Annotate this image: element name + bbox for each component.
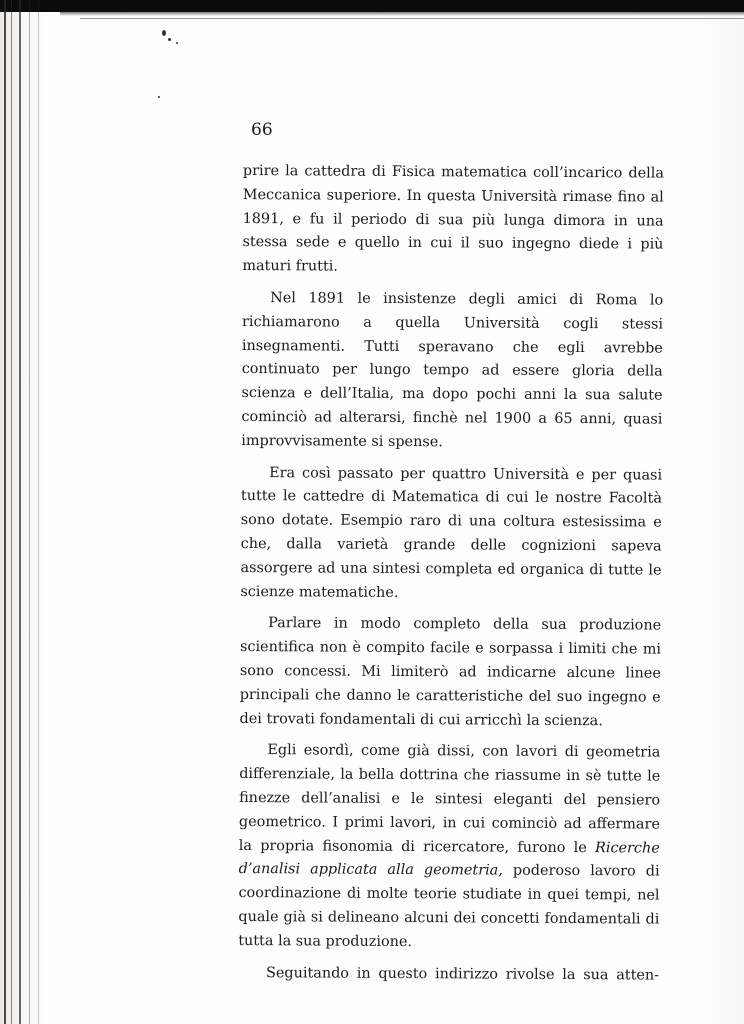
scan-top-shadow (60, 12, 744, 16)
binding-line (29, 0, 30, 1024)
paragraph: prire la cattedra di Fisica matematica coll’incarico della Meccanica superiore. In questa Università rimase fino al 1891, e fu il periodo di sua più lunga dimora in una stessa sede e quello in cui il suo ingegno diede i più maturi frutti. (242, 162, 664, 275)
page-number: 66 (251, 120, 273, 140)
paragraph: Parlare in modo completo della sua produzione scientifica non è compito facile e sorpassa i limiti che mi sono concessi. Mi limiterò ad indicarne alcune linee principali che danno le caratteristiche del suo ingegno e dei trovati fondamentali di cui arricchì la scienza. (239, 615, 662, 729)
ink-speck (162, 30, 166, 36)
paragraph: Seguitando in questo indirizzo rivolse la sua atten- (265, 964, 660, 984)
paragraph (238, 739, 660, 956)
ink-specks (150, 24, 190, 104)
binding-line (38, 0, 39, 1024)
paragraph: Nel 1891 le insistenze degli amici di Roma lo richiamarono a quella Università cogli stessi insegnamenti. Tutti speravano che egli avrebbe continuato per lungo tempo ad essere gloria della scienza e dell’Italia, ma dopo pochi anni la sua salute cominciò ad alterarsi, finchè nel 1900 a 65 anni, quasi improvvisamente si spense. (241, 290, 664, 450)
scan-top-edge (0, 0, 744, 12)
binding-line (4, 0, 6, 1024)
scan-top-rule (80, 18, 744, 19)
ink-speck (176, 42, 178, 44)
ink-speck (158, 96, 160, 98)
paragraph-text: poderoso lavoro di coordinazione di molte teorie studiate in quei tempi, nel quale già si delineano alcuni dei concetti fondamentali di tutta la sua produzione. (238, 862, 660, 950)
paragraph: Era così passato per quattro Università e per quasi tutte le cattedre di Matematica di cui le nostre Facoltà sono dotate. Esempio raro di una coltura estesissima e che, dalla varietà grande delle cognizioni sapeva assorgere ad una sintesi completa ed organica di tutte le scienze matematiche. (240, 464, 663, 601)
body-text (238, 160, 664, 988)
book-binding-edge (0, 0, 44, 1024)
ink-speck (168, 38, 171, 41)
work-title: Ricerche d’analisi applicata alla geometria, (238, 839, 660, 879)
paragraph-text: Egli esordì, come già dissi, con lavori di geometria differenziale, la bella dottrina che riassume in sè tutte le finezze dell’analisi e le sintesi eleganti del pensiero geometrico. I primi lavori, in cui cominciò ad affermare la propria fisonomia di ricercatore, furono le (238, 742, 661, 856)
binding-line (11, 0, 12, 1024)
binding-line (19, 0, 21, 1024)
